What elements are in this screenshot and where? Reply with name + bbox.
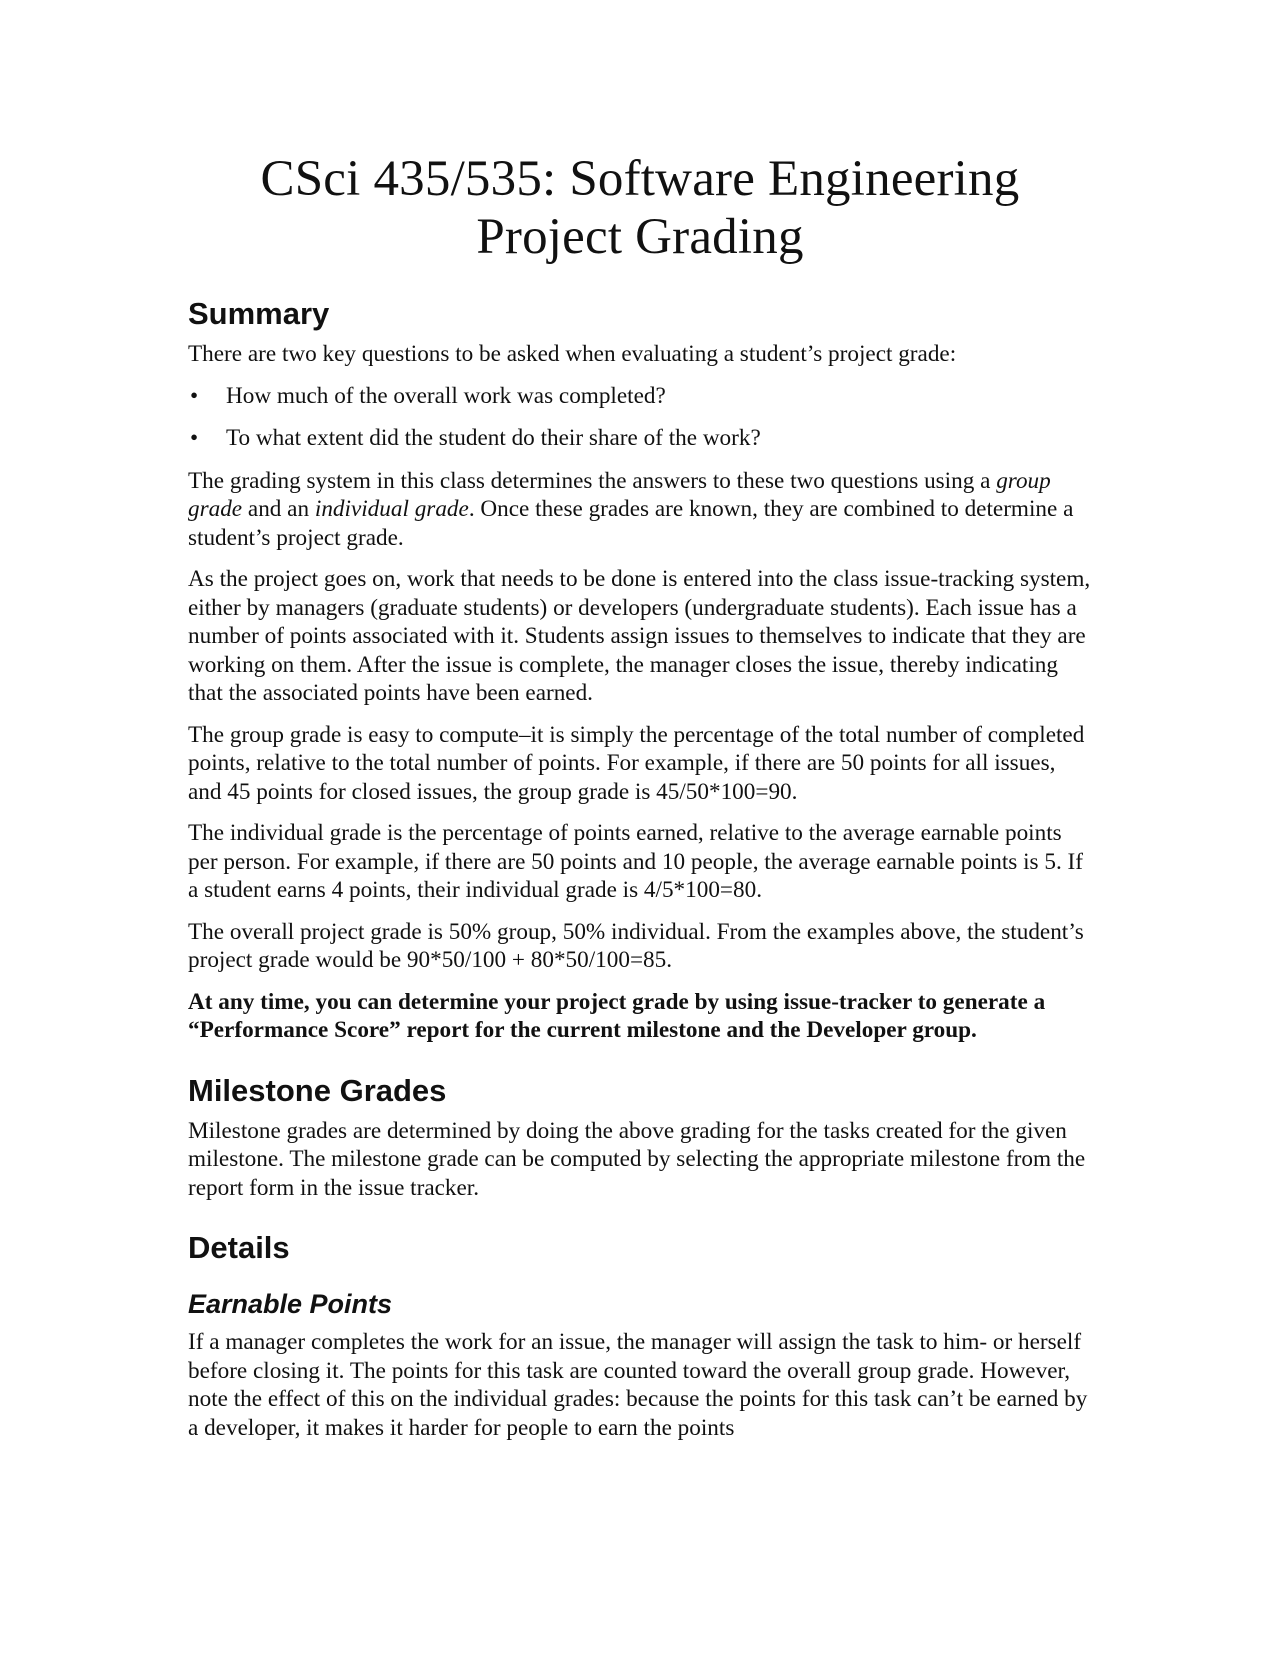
list-item (188, 424, 1092, 453)
summary-intro: There are two key questions to be asked when evaluating a student’s project grade: (188, 341, 957, 367)
details-heading: Details (188, 1230, 290, 1265)
list-item-text: To what extent did the student do their share of the work? (226, 425, 761, 451)
individual-grade-term: individual grade (314, 496, 469, 522)
milestone-paragraph: Milestone grades are determined by doing the above grading for the tasks created for the given milestone. The milestone grade can be computed by selecting the appropriate milestone from the report form in the issue tracker. (188, 1117, 1086, 1201)
document-content (188, 150, 1092, 1455)
key-questions-list (188, 382, 1092, 453)
document-title (188, 150, 1092, 266)
performance-score-note: At any time, you can determine your project grade by using issue-tracker to generate a “Performance Score” report for the current milestone and the Developer group. (188, 988, 1046, 1043)
issue-tracking-paragraph: As the project goes on, work that needs to be done is entered into the class issue-tracking system, either by managers (graduate students) or developers (undergraduate students). Each issue has a number of points associated with it. Students assign issues to themselves to indicate that they are working on them. After the issue is complete, the manager closes the issue, thereby indicating that the associated points have been earned. (188, 566, 1091, 706)
paragraph-text: and an (242, 496, 315, 522)
grading-system-paragraph (188, 467, 1092, 553)
list-item (188, 382, 1092, 411)
title-line-course: CSci 435/535: Software Engineering (260, 151, 1020, 207)
individual-grade-paragraph: The individual grade is the percentage of points earned, relative to the average earnable points per person. For example, if there are 50 points and 10 people, the average earnable points is 5. If a student earns 4 points, their individual grade is 4/5*100=80. (188, 820, 1083, 903)
title-line-topic: Project Grading (476, 209, 804, 265)
milestone-heading: Milestone Grades (188, 1072, 447, 1108)
details-section (188, 1230, 1092, 1442)
paragraph-text: The grading system in this class determines the answers to these two questions using a (188, 467, 997, 494)
paragraph-text: . Once these grades are known, they are combined to determine a student’s project grade. (188, 496, 1074, 551)
milestone-section (188, 1073, 1092, 1203)
group-grade-paragraph: The group grade is easy to compute–it is simply the percentage of the total number of completed points, relative to the total number of points. For example, if there are 50 points for all issues, and 45 points for closed issues, the group grade is 45/50*100=90. (188, 721, 1085, 805)
earnable-points-paragraph: If a manager completes the work for an issue, the manager will assign the task to him- or herself before closing it. The points for this task are counted toward the overall group grade. However, note the effect of this on the individual grades: because the points for this task can’t be earned by a developer, it makes it harder for people to earn the points (188, 1329, 1088, 1441)
overall-grade-paragraph: The overall project grade is 50% group, 50% individual. From the examples above, the student’s project grade would be 90*50/100 + 80*50/100=85. (188, 918, 1084, 973)
bullet-icon: • (190, 425, 199, 451)
group-grade-term: group grade (188, 467, 1051, 522)
summary-heading: Summary (188, 296, 330, 331)
list-item-text: How much of the overall work was completed? (226, 382, 666, 409)
bullet-icon: • (190, 382, 199, 409)
summary-section (188, 296, 1092, 1045)
earnable-points-subheading: Earnable Points (188, 1289, 393, 1319)
